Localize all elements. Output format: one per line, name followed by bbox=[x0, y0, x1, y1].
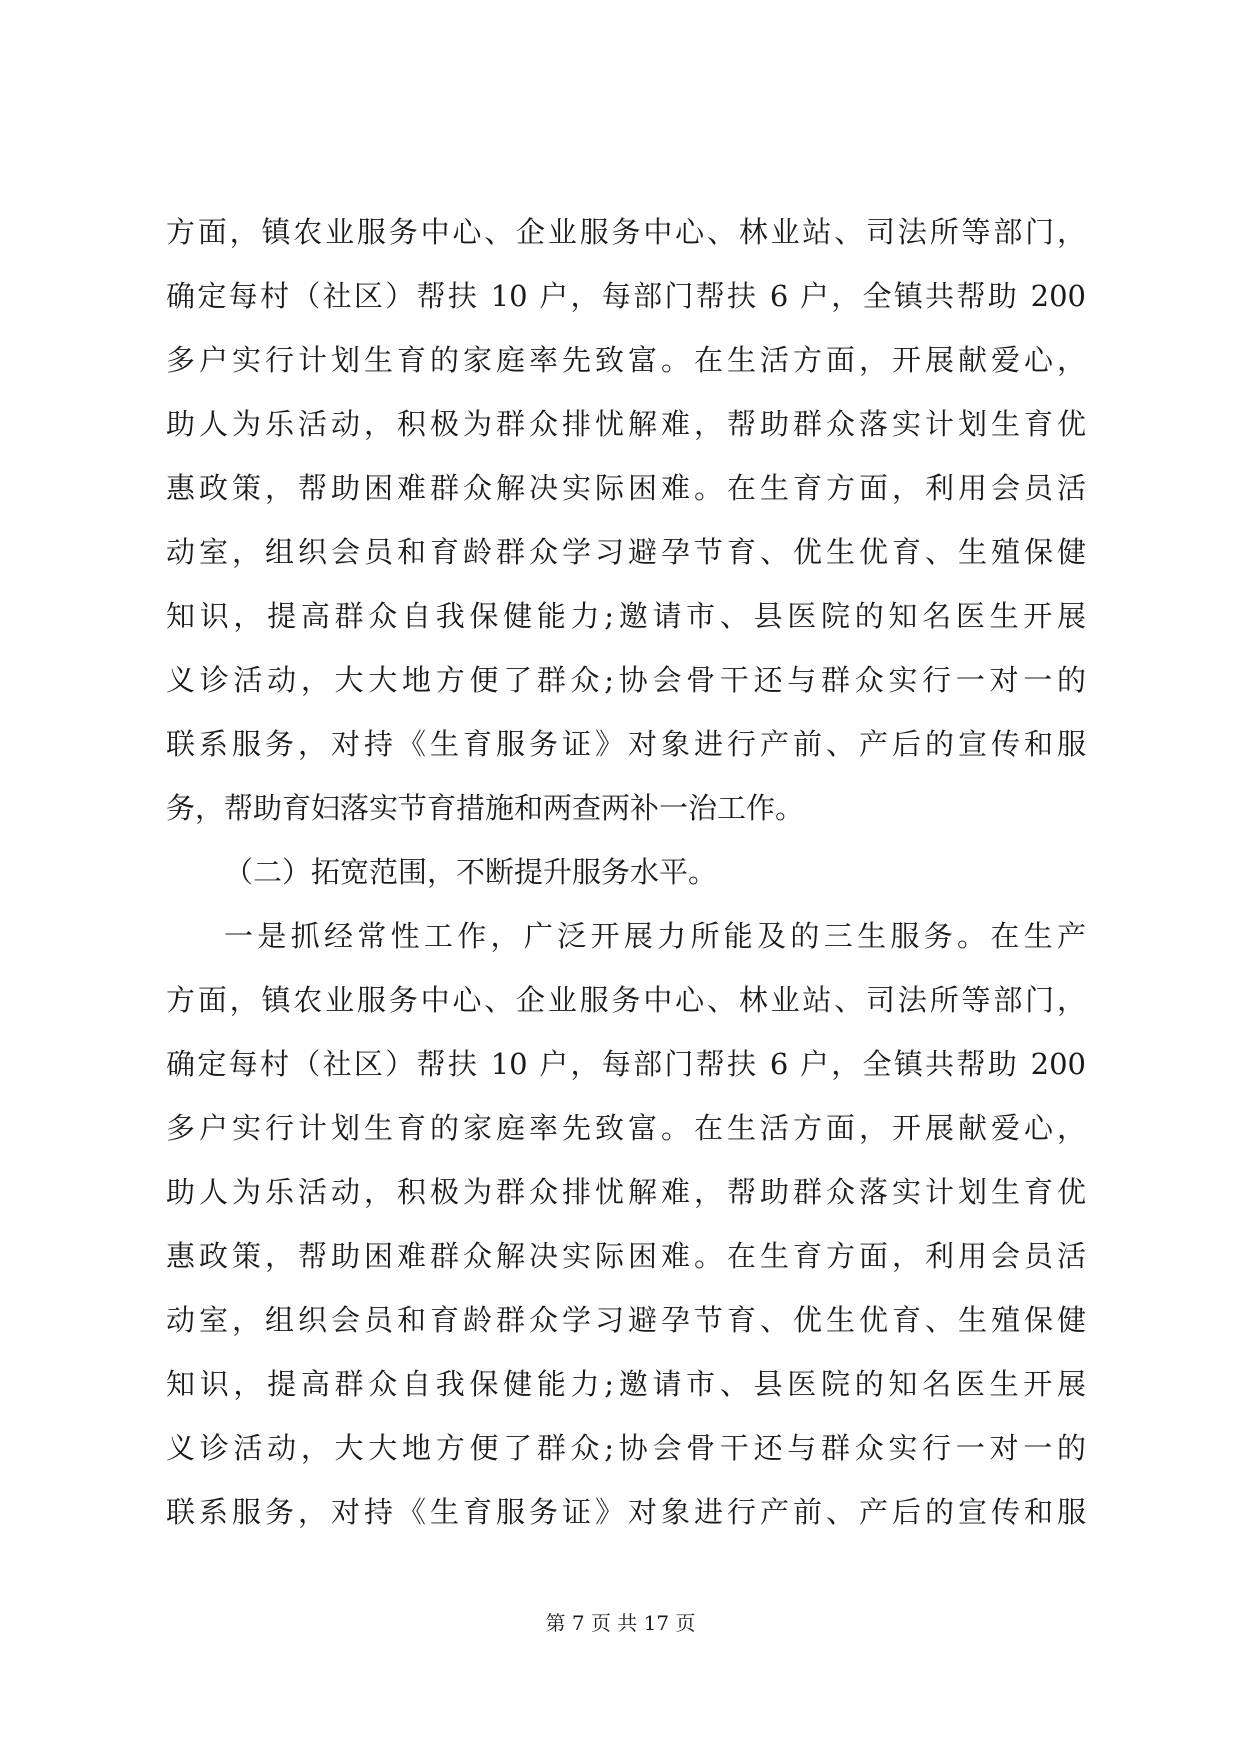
text-line: 务，帮助育妇落实节育措施和两查两补一治工作。 bbox=[166, 791, 805, 825]
text-line: 方面，镇农业服务中心、企业服务中心、林业站、司法所等部门， bbox=[166, 215, 1086, 249]
text-line: 知识，提高群众自我保健能力;邀请市、县医院的知名医生开展 bbox=[166, 599, 1086, 633]
text-line: 联系服务，对持《生育服务证》对象进行产前、产后的宣传和服 bbox=[166, 727, 1086, 761]
text-line: 助人为乐活动，积极为群众排忧解难，帮助群众落实计划生育优 bbox=[166, 1175, 1086, 1209]
text-line: 动室，组织会员和育龄群众学习避孕节育、优生优育、生殖保健 bbox=[166, 535, 1086, 569]
text-line: 确定每村（社区）帮扶 10 户，每部门帮扶 6 户，全镇共帮助 200 bbox=[166, 279, 1086, 313]
body-text bbox=[166, 200, 1086, 1544]
text-line: 知识，提高群众自我保健能力;邀请市、县医院的知名医生开展 bbox=[166, 1367, 1086, 1401]
text-line: 义诊活动，大大地方便了群众;协会骨干还与群众实行一对一的 bbox=[166, 1431, 1086, 1465]
text-line: 方面，镇农业服务中心、企业服务中心、林业站、司法所等部门， bbox=[166, 983, 1086, 1017]
text-line: 多户实行计划生育的家庭率先致富。在生活方面，开展献爱心， bbox=[166, 1111, 1086, 1145]
text-line: 多户实行计划生育的家庭率先致富。在生活方面，开展献爱心， bbox=[166, 343, 1086, 377]
text-line: 联系服务，对持《生育服务证》对象进行产前、产后的宣传和服 bbox=[166, 1495, 1086, 1529]
text-line: 惠政策，帮助困难群众解决实际困难。在生育方面，利用会员活 bbox=[166, 471, 1086, 505]
text-line: 确定每村（社区）帮扶 10 户，每部门帮扶 6 户，全镇共帮助 200 bbox=[166, 1047, 1086, 1081]
text-line: 惠政策，帮助困难群众解决实际困难。在生育方面，利用会员活 bbox=[166, 1239, 1086, 1273]
text-line: 一是抓经常性工作，广泛开展力所能及的三生服务。在生产 bbox=[224, 919, 1086, 953]
text-line: 义诊活动，大大地方便了群众;协会骨干还与群众实行一对一的 bbox=[166, 663, 1086, 697]
text-line: 助人为乐活动，积极为群众排忧解难，帮助群众落实计划生育优 bbox=[166, 407, 1086, 441]
page-footer: 第 7 页 共 17 页 bbox=[545, 1611, 696, 1635]
text-line: 动室，组织会员和育龄群众学习避孕节育、优生优育、生殖保健 bbox=[166, 1303, 1086, 1337]
text-line: （二）拓宽范围，不断提升服务水平。 bbox=[224, 855, 718, 889]
